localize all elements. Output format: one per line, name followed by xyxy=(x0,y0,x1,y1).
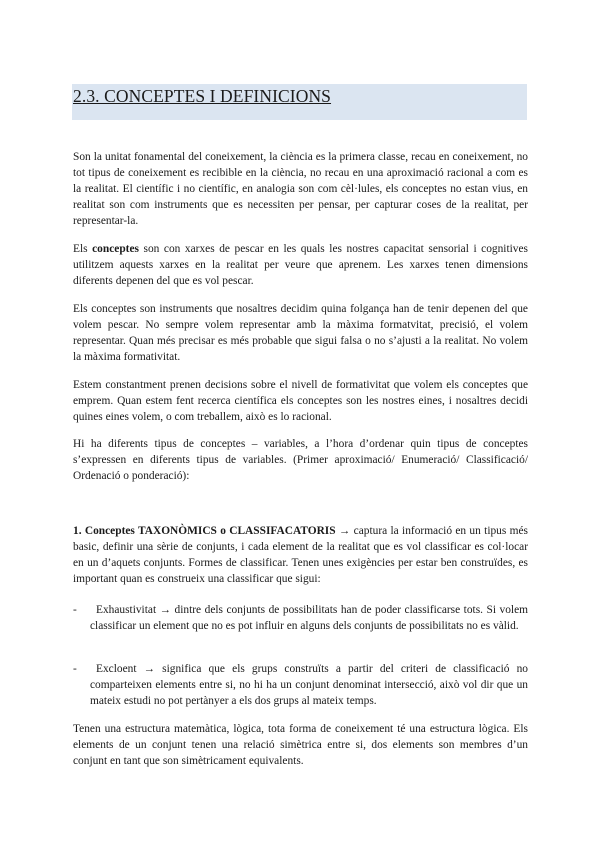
paragraph-intro: Son la unitat fonamental del coneixement, la ciència es la primera classe, recau en coneixement, no tot tipus de coneixement es recibible en la ciència, no recau en una aproximació racional a com es la realitat. El científic i no científic, en analogia son com cèl·lules, els conceptes no estan vius, en realitat son com instruments que es necessiten per pensar, per capturar coses de la realitat, per representar-la. xyxy=(73,151,528,227)
term-conceptes: conceptes xyxy=(92,243,139,255)
paragraph-taxonomic xyxy=(73,523,528,587)
list-item-excloent xyxy=(90,661,528,709)
paragraph-logical-structure: Tenen una estructura matemàtica, lògica, tota forma de coneixement té una estructura lògica. Els elements de un conjunt tenen una relació simètrica entre si, dos elements son membres d’un conjunt en tant que son simètricament equivalents. xyxy=(73,723,528,767)
paragraph-concepts-instruments: Els conceptes son instruments que nosaltres decidim quina folgança han de tenir depenen del que volem pescar. No sempre volem representar amb la màxima formatvitat, precisió, el volem representar. Quan més precisar es més probable que sigui falsa o no s’ajusti a la realitat. No volem la màxima formativitat. xyxy=(73,303,528,363)
paragraph-concepts-nets-lead: Els xyxy=(73,243,93,255)
paragraph-taxonomic-rest: → captura la informació en un tipus més basic, definir una sèrie de conjunts, i cada element de la realitat que es vol classificar es col·locar en un d’aquets conjunts. Formes de classificar. Tenen unes exigències per estar ben construïdes, es important quan es construeix una classificar que sigui: xyxy=(73,525,528,585)
section-title: 2.3. CONCEPTES I DEFINICIONS xyxy=(73,86,332,106)
paragraph-formativity: Estem constantment prenen decisions sobre el nivell de formativitat que volem els conceptes que emprem. Quan estem fent recerca científica els conceptes son les nostres eines, i nosaltres decidi quines eines volem, o com treballem, això es lo racional. xyxy=(73,379,528,423)
list-dash-1: - xyxy=(73,604,77,616)
list-dash-2: - xyxy=(73,663,77,675)
paragraph-types: Hi ha diferents tipus de conceptes – variables, a l’hora d’ordenar quin tipus de conceptes s’expressen en diferents tipus de variables. (Primer aproximació/ Enumeració/ Classificació/ Ordenació o ponderació): xyxy=(73,438,528,482)
paragraph-concepts-nets xyxy=(73,241,528,289)
paragraph-concepts-nets-rest: son con xarxes de pescar en les quals les nostres capacitat sensorial i cognitives utilitzem aquests xarxes en la realitat per veure que aprenem. Les xarxes tenen dimensions diferents depenen del que es vol pescar. xyxy=(73,243,528,287)
heading-taxonomic-concepts: 1. Conceptes TAXONÒMICS o CLASSIFACATORIS xyxy=(73,525,336,537)
list-item-exhaustivitat-text: Exhaustivitat → dintre dels conjunts de possibilitats han de poder classificarse tots. Si volem classificar un element que no es pot influir en alguns dels conjunts de possibilitats no es vàlid. xyxy=(90,604,528,632)
list-item-excloent-text: Excloent → significa que els grups construïts a partir del criteri de classificació no comparteixen elements entre si, no hi ha un conjunt denominat intersecció, això vol dir que un mateix estudi no pot pertànyer a els dos grups al mateix temps. xyxy=(90,663,528,707)
list-item-exhaustivitat xyxy=(90,602,528,634)
